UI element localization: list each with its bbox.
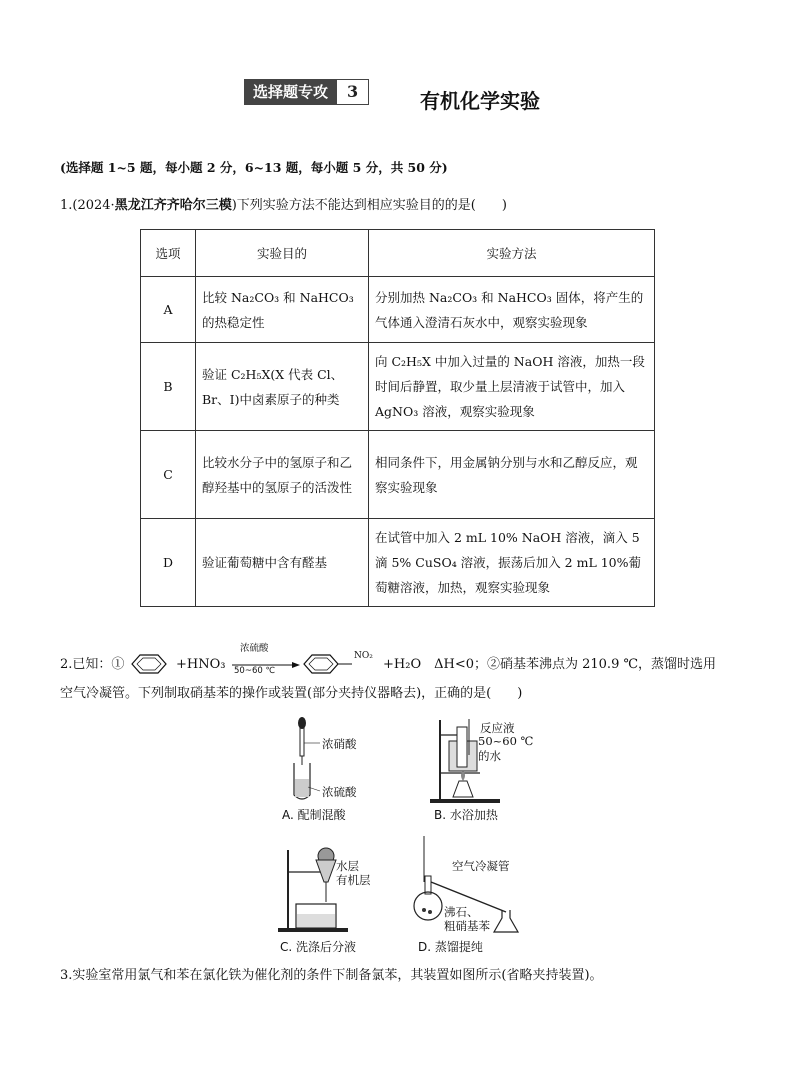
question-2-prefix: 2.已知：① <box>60 657 125 672</box>
section-badge-label: 选择题专攻 <box>245 80 336 104</box>
table-row <box>141 431 655 519</box>
figure-d-label-condenser: 空气冷凝管 <box>452 859 510 873</box>
section-badge <box>244 79 369 105</box>
distillation-flask-icon <box>414 836 442 920</box>
dropper-icon <box>298 717 306 765</box>
table-header-purpose: 实验目的 <box>196 230 369 277</box>
figure-b-label-water: 的水 <box>478 749 501 763</box>
table-row <box>141 519 655 607</box>
table-cell-purpose: 验证葡萄糖中含有醛基 <box>196 519 369 607</box>
figure-a-label-nitric: 浓硝酸 <box>322 737 357 751</box>
arrow-condition-bottom: 50~60 ℃ <box>234 666 276 676</box>
figure-d-label-crude: 粗硝基苯 <box>444 919 490 933</box>
figure-d-caption: D. 蒸馏提纯 <box>418 940 483 954</box>
test-tube-icon <box>294 763 310 799</box>
table-cell-option: A <box>141 277 196 343</box>
benzene-icon <box>132 655 166 673</box>
table-cell-method: 分别加热 Na₂CO₃ 和 NaHCO₃ 固体，将产生的气体通入澄清石灰水中，观察实验现象 <box>369 277 655 343</box>
table-row <box>141 343 655 431</box>
question-1-text: )下列实验方法不能达到相应实验目的的是( ) <box>231 198 507 213</box>
question-1-prefix: 1.(2024· <box>60 198 115 213</box>
page-title: 有机化学实验 <box>420 89 540 113</box>
table-cell-option: D <box>141 519 196 607</box>
table-cell-purpose: 比较水分子中的氢原子和乙醇羟基中的氢原子的活泼性 <box>196 431 369 519</box>
nitro-group: NO₂ <box>354 651 373 661</box>
table-header-row <box>141 230 655 277</box>
question-1-stem <box>60 193 507 219</box>
figure-b-caption: B. 水浴加热 <box>434 808 498 822</box>
question-2-line2: 空气冷凝管。下列制取硝基苯的操作或装置(部分夹持仪器略去)，正确的是( ) <box>60 686 523 701</box>
question-3-stem: 3.实验室常用氯气和苯在氯化铁为催化剂的条件下制备氯苯，其装置如图所示(省略夹持装置)。 <box>60 968 603 983</box>
nitrobenzene-icon <box>304 655 352 673</box>
table-cell-method: 向 C₂H₅X 中加入过量的 NaOH 溶液，加热一段时间后静置，取少量上层清液于试管中，加入 AgNO₃ 溶液，观察实验现象 <box>369 343 655 431</box>
figure-b-label-temp: 50~60 ℃ <box>478 734 534 748</box>
figure-b-label-liquid: 反应液 <box>480 721 515 735</box>
section-badge-number: 3 <box>336 80 368 104</box>
question-1-table <box>140 229 655 607</box>
score-intro: (选择题 1~5 题，每小题 2 分，6~13 题，每小题 5 分，共 50 分) <box>60 160 448 175</box>
figure-c-diagram <box>276 842 356 934</box>
table-cell-purpose: 比较 Na₂CO₃ 和 NaHCO₃ 的热稳定性 <box>196 277 369 343</box>
figure-a-caption: A. 配制混酸 <box>282 808 346 822</box>
table-header-method: 实验方法 <box>369 230 655 277</box>
table-cell-option: B <box>141 343 196 431</box>
question-1-source: 黑龙江齐齐哈尔三模 <box>114 198 232 213</box>
table-cell-purpose: 验证 C₂H₅X(X 代表 Cl、Br、I)中卤素原子的种类 <box>196 343 369 431</box>
figure-d-label-stones: 沸石、 <box>444 905 479 919</box>
table-header-option: 选项 <box>141 230 196 277</box>
beaker-icon <box>296 904 336 928</box>
table-cell-method: 在试管中加入 2 mL 10% NaOH 溶液，滴入 5 滴 5% CuSO₄ 溶液，振荡后加入 2 mL 10%葡萄糖溶液，加热，观察实验现象 <box>369 519 655 607</box>
figure-a-label-sulfuric: 浓硫酸 <box>322 785 357 799</box>
figure-c-label-organic: 有机层 <box>336 873 371 887</box>
table-cell-method: 相同条件下，用金属钠分别与水和乙醇反应，观察实验现象 <box>369 431 655 519</box>
table-row <box>141 277 655 343</box>
burner-icon <box>453 771 473 797</box>
figure-c-caption: C. 洗涤后分液 <box>280 940 357 954</box>
figure-c-label-water: 水层 <box>336 859 359 873</box>
beaker-icon <box>449 719 477 771</box>
table-cell-option: C <box>141 431 196 519</box>
arrow-condition-top: 浓硫酸 <box>240 643 269 654</box>
question-2-suffix: +H₂O ΔH<0；②硝基苯沸点为 210.9 ℃，蒸馏时选用 <box>383 657 717 672</box>
conical-flask-icon <box>494 910 518 932</box>
reaction-reagent: +HNO₃ <box>176 657 226 672</box>
